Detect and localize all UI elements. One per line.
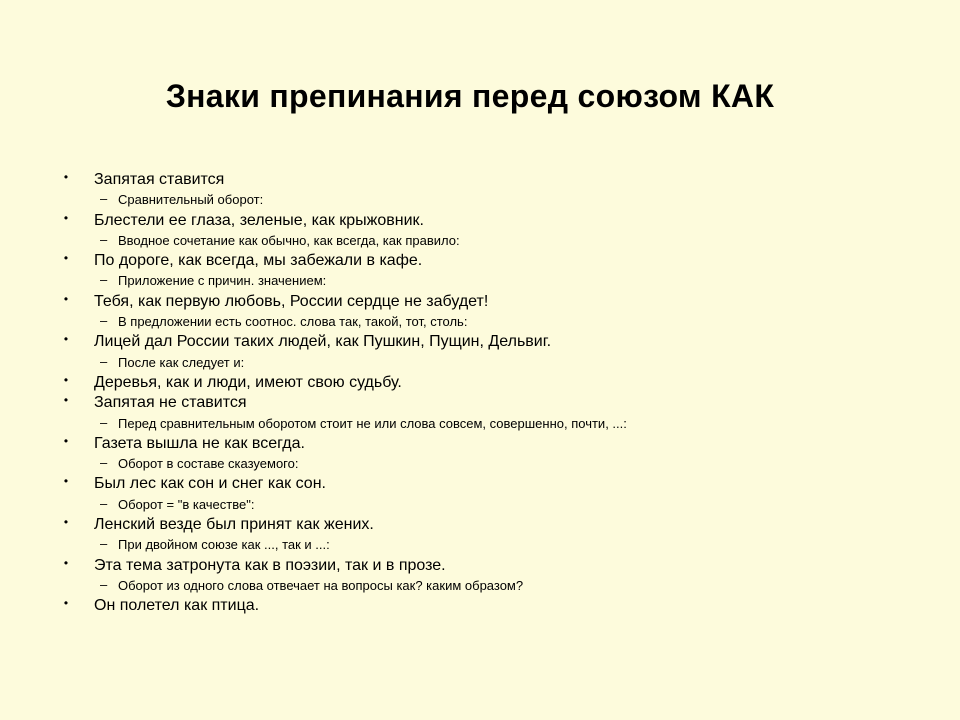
sub-list-item (60, 271, 920, 291)
dash-icon: – (100, 231, 108, 247)
dash-icon: – (100, 414, 108, 430)
list-item (60, 393, 920, 413)
list-item-text: Запятая ставится (94, 171, 225, 188)
sub-list-item (60, 353, 920, 373)
sub-list-item (60, 576, 920, 596)
bullet-list (60, 170, 920, 617)
list-item (60, 474, 920, 494)
list-item-text: Газета вышла не как всегда. (94, 434, 305, 452)
list-item-text: Лицей дал России таких людей, как Пушкин, Пущин, Дельвиг. (94, 333, 552, 351)
sub-list-item (60, 414, 920, 434)
sub-list-item-text: В предложении есть соотнос. слова так, такой, тот, столь: (118, 314, 468, 330)
bullet-icon: • (63, 393, 69, 408)
list-item-text: Запятая не ставится (94, 394, 247, 412)
sub-list-item-text: После как следует и: (118, 354, 245, 370)
bullet-icon: • (63, 291, 69, 306)
list-item (60, 170, 920, 190)
sub-list-item-text: Оборот из одного слова отвечает на вопросы как? каким образом? (118, 577, 524, 593)
list-item (60, 556, 920, 576)
bullet-icon: • (63, 474, 69, 489)
slide-title: Знаки препинания перед союзом КАК (165, 78, 775, 114)
bullet-icon: • (63, 555, 69, 570)
dash-icon: – (100, 576, 108, 592)
list-item (60, 251, 920, 271)
bullet-icon: • (63, 433, 69, 448)
bullet-icon: • (63, 515, 69, 530)
dash-icon: – (100, 536, 108, 552)
bullet-icon: • (63, 210, 69, 225)
list-item (60, 211, 920, 231)
list-item (60, 373, 920, 393)
sub-list-item (60, 535, 920, 555)
bullet-icon: • (63, 596, 69, 611)
bullet-icon: • (63, 170, 69, 184)
sub-list-item (60, 454, 920, 474)
list-item (60, 515, 920, 535)
bullet-icon: • (63, 251, 69, 266)
dash-icon: – (100, 495, 108, 511)
list-item-text: Тебя, как первую любовь, России сердце не забудет! (94, 292, 489, 310)
bullet-icon: • (63, 372, 69, 387)
sub-list-item (60, 495, 920, 515)
list-item-text: Ленский везде был принят как жених. (94, 516, 374, 534)
sub-list-item-text: Приложение с причин. значением: (118, 273, 327, 289)
dash-icon: – (100, 313, 108, 329)
dash-icon: – (100, 455, 108, 471)
sub-list-item-text: При двойном союзе как ..., так и ...: (118, 537, 330, 553)
dash-icon: – (100, 272, 108, 288)
bullet-icon: • (63, 332, 69, 347)
dash-icon: – (100, 353, 108, 369)
list-item (60, 434, 920, 454)
list-item-text: Он полетел как птица. (94, 597, 260, 615)
sub-list-item-text: Сравнительный оборот: (118, 192, 264, 208)
list-item (60, 596, 920, 616)
sub-list-item-text: Вводное сочетание как обычно, как всегда, как правило: (118, 232, 460, 248)
sub-list-item (60, 312, 920, 332)
list-item (60, 292, 920, 312)
list-item-text: Эта тема затронута как в поэзии, так и в прозе. (94, 556, 446, 574)
sub-list-item (60, 231, 920, 251)
sub-list-item-text: Оборот = "в качестве": (118, 496, 255, 512)
dash-icon: – (100, 191, 108, 207)
sub-list-item-text: Оборот в составе сказуемого: (118, 456, 299, 472)
sub-list-item-text: Перед сравнительным оборотом стоит не или слова совсем, совершенно, почти, ...: (118, 415, 627, 431)
list-item-text: Был лес как сон и снег как сон. (94, 475, 326, 493)
list-item-text: Деревья, как и люди, имеют свою судьбу. (94, 373, 402, 391)
list-item-text: Блестели ее глаза, зеленые, как крыжовник. (94, 211, 424, 229)
sub-list-item (60, 190, 920, 210)
list-item (60, 332, 920, 352)
list-item-text: По дороге, как всегда, мы забежали в кафе. (94, 252, 423, 270)
